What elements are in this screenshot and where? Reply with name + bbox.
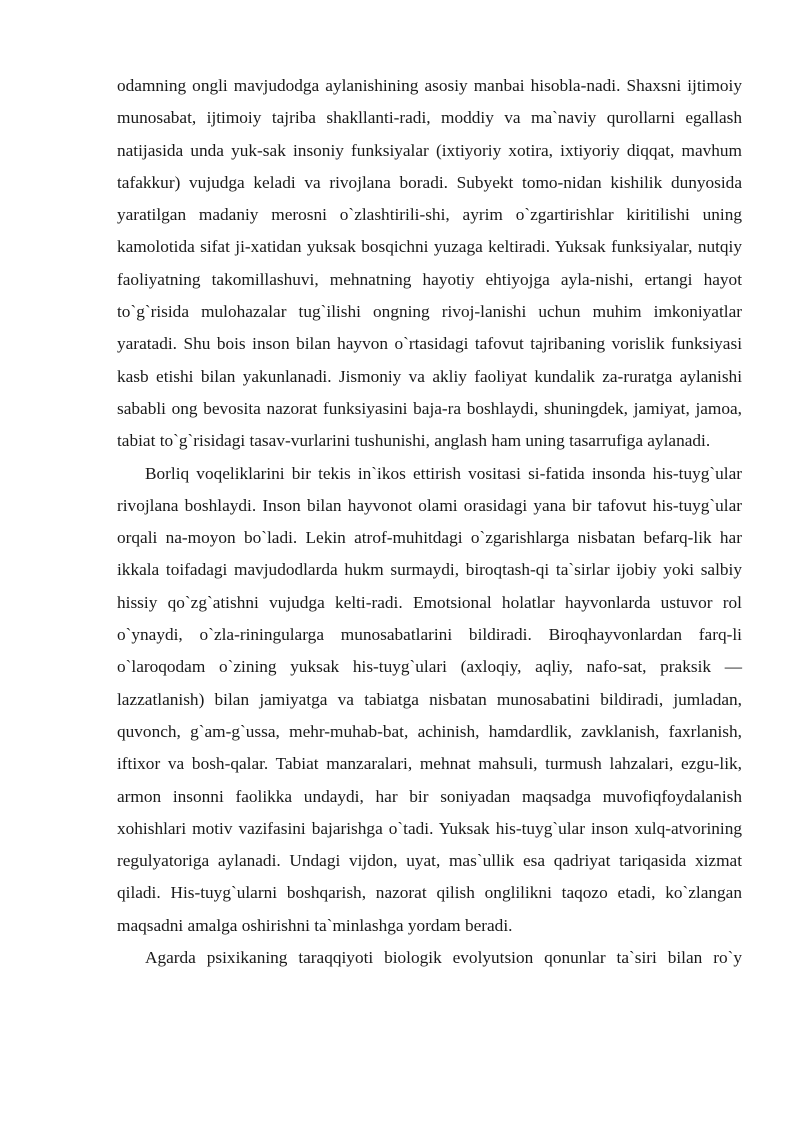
document-page [117, 70, 742, 974]
paragraph-1: odamning ongli mavjudodga aylanishining asosiy manbai hisobla-nadi. Shaxsni ijtimoiy munosabat, ijtimoiy tajriba shakllanti-radi, moddiy va ma`naviy qurollarni egallash natijasida unda yuk-sak insoniy funksiyalar (ixtiyoriy xotira, ixtiyoriy diqqat, mavhum tafakkur) vujudga keladi va rivojlana boradi. Subyekt tomo-nidan kishilik dunyosida yaratilgan madaniy merosni o`zlashtirili-shi, ayrim o`zgartirishlar kiritilishi uning kamolotida sifat ji-xatidan yuksak bosqichni yuzaga keltiradi. Yuksak funksiyalar, nutqiy faoliyatning takomillashuvi, mehnatning hayotiy ehtiyojga ayla-nishi, ertangi hayot to`g`risida mulohazalar tug`ilishi ongning rivoj-lanishi uchun muhim imkoniyatlar yaratadi. Shu bois inson bilan hayvon o`rtasidagi tafovut tajribaning vorislik funksiyasi kasb etishi bilan yakunlanadi. Jismoniy va akliy faoliyat kundalik za-ruratga aylanishi sababli ong bevosita nazorat funksiyasini baja-ra boshlaydi, shuningdek, jamiyat, jamoa, tabiat to`g`risidagi tasav-vurlarini tushunishi, anglash ham uning tasarrufiga aylanadi. [117, 76, 742, 451]
paragraph-3: Agarda psixikaning taraqqiyoti biologik evolyutsion qonunlar ta`siri bilan ro`y [145, 948, 742, 968]
paragraph-2: Borliq voqeliklarini bir tekis in`ikos ettirish vositasi si-fatida insonda his-tuyg`ular rivojlana boshlaydi. Inson bilan hayvonot olami orasidagi yana bir tafovut his-tuyg`ular orqali na-moyon bo`ladi. Lekin atrof-muhitdagi o`zgarishlarga nisbatan befarq-lik har ikkala toifadagi mavjudodlarda hukm surmaydi, biroqtash-qi ta`sirlar ijobiy yoki salbiy hissiy qo`zg`atishni vujudga kelti-radi. Emotsional holatlar hayvonlarda ustuvor rol o`ynaydi, o`zla-riningularga munosabatlarini bildiradi. Biroqhayvonlardan farq-li o`laroqodam o`zining yuksak his-tuyg`ulari (axloqiy, aqliy, nafo-sat, praksik — lazzatlanish) bilan jamiyatga va tabiatga nisbatan munosabatini bildiradi, jumladan, quvonch, g`am-g`ussa, mehr-muhab-bat, achinish, hamdardlik, zavklanish, faxrlanish, iftixor va bosh-qalar. Tabiat manzaralari, mehnat mahsuli, turmush lahzalari, ezgu-lik, armon insonni faolikka undaydi, har bir soniyadan maqsadga muvofiqfoydalanish xohishlari motiv vazifasini bajarishga o`tadi. Yuksak his-tuyg`ular inson xulq-atvorining regulyatoriga aylanadi. Undagi vijdon, uyat, mas`ullik esa qadriyat tariqasida xizmat qiladi. His-tuyg`ularni boshqarish, nazorat qilish onglilikni taqozo etadi, ko`zlangan maqsadni amalga oshirishni ta`minlashga yordam beradi. [117, 463, 742, 935]
